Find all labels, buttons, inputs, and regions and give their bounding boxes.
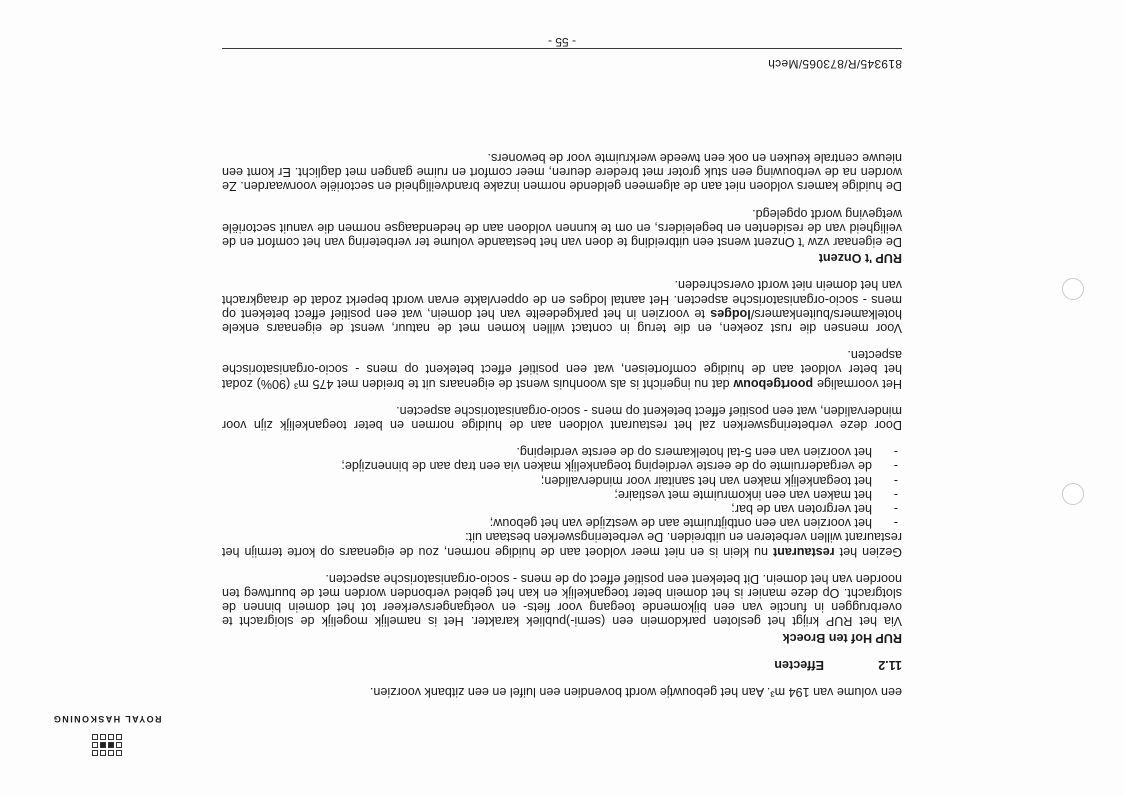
punch-hole (1062, 278, 1084, 300)
document-reference: 819345/R/873065/Mech (767, 57, 902, 71)
section-title: Effecten (774, 657, 824, 672)
intro-paragraph: een volume van 194 m³. Aan het gebouwtje wordt bovendien een luifel en een zitbank voorzien. (369, 685, 902, 699)
logo-grid-icon (91, 733, 123, 757)
keyword-restaurant: restaurant (773, 544, 835, 559)
section-heading (222, 658, 902, 672)
body-text (222, 138, 902, 699)
list-item: - het maken van een inkomruimte met vestiaire; (614, 487, 898, 502)
section-number: 11.2 (878, 657, 902, 672)
subheading-hof-ten-broeck: RUP Hof ten Broeck (782, 630, 902, 645)
paragraph-lodges: Voor mensen die rust zoeken, en die terug in contact willen komen met de natuur, wenst de eigenaars enkele hotelkamers/buitenkamers/lodges te voorzien in het parkgedeelte van het domein, wat een positief effect betekent op mens - socio-organisatorische aspecten. Het aantal lodges en de oppervlakte ervan wordt beperkt zodat de draagkracht van het domein niet wordt overschreden. (222, 278, 902, 335)
list-item: - het voorzien van een 5-tal hotelkamers op de eerste verdieping. (516, 445, 898, 460)
list-item: - het vergroten van de bar; (731, 501, 898, 516)
paragraph-onzent-rooms: De huidige kamers voldoen niet aan de algemeen geldende normen inzake brandveiligheid en sectoriële voorwaarden. Ze worden na de verbouwing een stuk groter met bredere deuren, meer comfort en ruime gangen met daglicht. Er komt een nieuwe centrale keuken en ook een tweede werkruimte voor de bewoners. (222, 150, 902, 194)
paragraph-restaurant-effect: Door deze verbeteringswerken zal het restaurant voldoen aan de huidige normen en beter toegankelijk zijn voor mindervaliden, wat een positief effect betekent op mens - socio-organisatorische aspecten. (222, 403, 902, 432)
paragraph-poortgebouw: Het voormalige poortgebouw dat nu ingericht is als woonhuis wenst de eigenaars uit te breiden met 475 m³ (90%) zodat het beter voldoet aan de huidige comforteisen, wat een positief effect betekent op mens - socio-organisatorische aspecten. (222, 348, 902, 391)
paragraph-access: Via het RUP krijgt het gesloten parkdomein een (semi-)publiek karakter. Het is namelijk mogelijk de sloigracht te overbruggen in functie van een bijkomende toegang voor fiets- en voetgangersverkeer tot het domein binnen de slotgracht. Op deze manier is het domein beter toegankelijk en kan het gebied verbonden worden met de buurtweg ten noorden van het domein. Dit betekent een positief effect op de mens - socio-organisatorische aspecten. (222, 571, 902, 629)
paragraph-onzent-extension: De eigenaar vzw 't Onzent wenst een uitbreiding te doen van het bestaande volume ter verbetering van het comfort en de veiligheid van de residenten en begeleiders, en om te kunnen voldoen aan de hedendaagse normen die vanuit sectoriële wetgeving wordt opgelegd. (222, 206, 902, 249)
logo-text: ROYAL HASKONING (52, 714, 162, 724)
page-number: - 55 - (548, 35, 577, 49)
subheading-t-onzent: RUP 't Onzent (818, 251, 902, 266)
list-item: - het toegankelijk maken van het sanitair voor mindervaliden; (540, 473, 898, 488)
keyword-poortgebouw: poortgebouw (733, 376, 814, 391)
punch-hole (1062, 483, 1084, 505)
list-item: - de vergaderruimte op de eerste verdieping toegankelijk maken via een trap aan de binnenzijde; (341, 459, 898, 474)
improvement-list (222, 445, 902, 530)
list-item: - het voorzien van een ontbijtruimte aan de westzijde van het gebouw; (489, 516, 898, 531)
company-logo (52, 714, 162, 757)
keyword-lodges: lodges (710, 306, 751, 321)
paragraph-restaurant: Gezien het restaurant nu klein is en niet meer voldoet aan de huidige normen, zou de eigenaars op korte termijn het restaurant willen verbeteren en uitbreiden. De verbeteringswerken bestaan uit: (222, 530, 902, 559)
